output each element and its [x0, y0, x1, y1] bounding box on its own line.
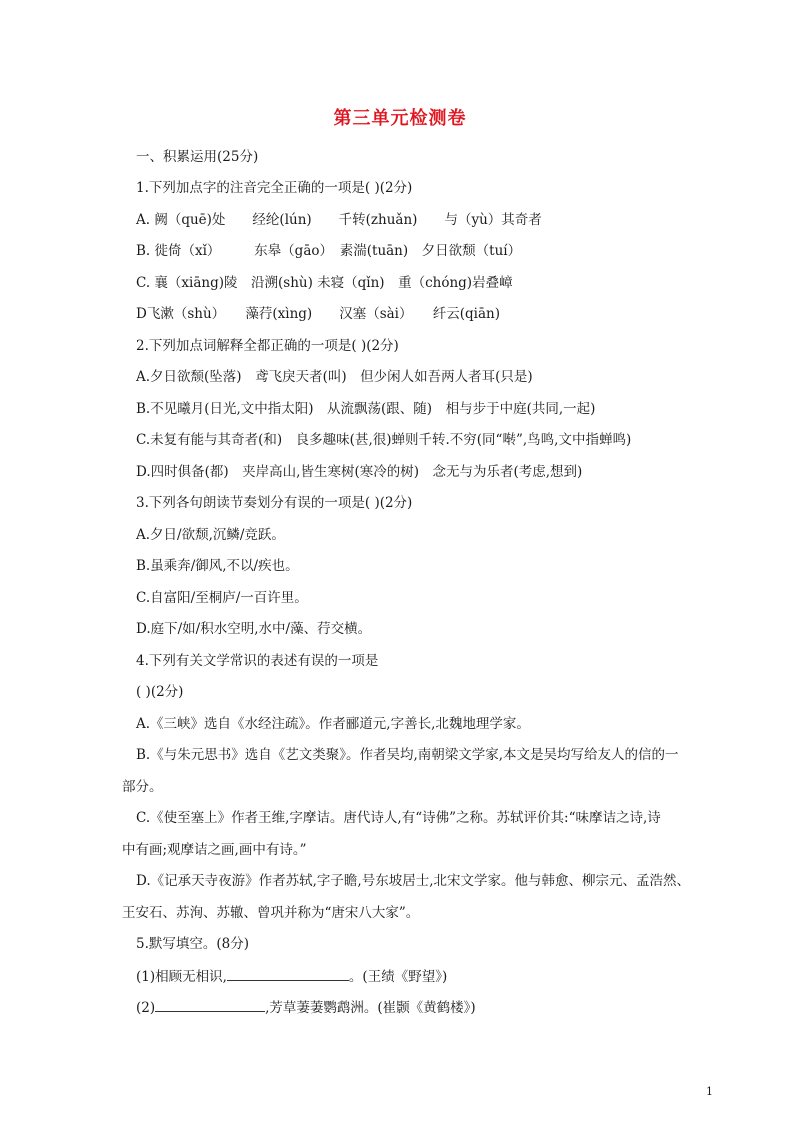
- page-number: 1: [706, 1085, 713, 1098]
- fill-blank-2-suffix: ,芳草萋萋鹦鹉洲。(崔颢《黄鹤楼》): [265, 1000, 476, 1016]
- question-1-option-a: A. 阙（quē)处 经纶(lún) 千转(zhuǎn) 与（yù）其奇者: [136, 212, 542, 228]
- question-4-option-d: D.《记承天寺夜游》作者苏轼,字子瞻,号东坡居士,北宋文学家。他与韩愈、柳宗元、孟浩然、: [136, 873, 691, 889]
- question-1-option-d: D飞漱（shù） 藻荇(xìng) 汉塞（sài） 纤云(qiān): [136, 306, 500, 322]
- fill-blank-2-prefix: (2): [136, 1000, 156, 1016]
- question-1-option-b: B. 徙倚（xǐ） 东皋（gāo） 素湍(tuān) 夕日欲颓（tuí）: [136, 243, 522, 259]
- fill-blank-2: [136, 997, 476, 1018]
- question-3: 3.下列各句朗读节奏划分有误的一项是( )(2分): [136, 495, 413, 511]
- question-3-option-a: A.夕日/欲颓,沉鳞/竞跃。: [136, 527, 285, 543]
- question-4-option-c-cont: 中有画;观摩诘之画,画中有诗。”: [122, 842, 307, 858]
- question-1: 1.下列加点字的注音完全正确的一项是( )(2分): [136, 180, 413, 196]
- fill-blank-1-suffix: 。(王绩《野望》): [348, 969, 448, 985]
- question-4-option-b: B.《与朱元思书》选自《艺文类聚》。作者吴均,南朝梁文学家,本文是吴均写给友人的信的一: [136, 747, 679, 763]
- question-2-option-b: B.不见曦月(日光,文中指太阳) 从流飘荡(跟、随) 相与步于中庭(共同,一起): [136, 401, 596, 417]
- fill-blank-1: [136, 966, 447, 987]
- question-3-option-c: C.自富阳/至桐庐/一百许里。: [136, 590, 308, 606]
- fill-blank-1-prefix: (1)相顾无相识,: [136, 969, 227, 985]
- question-2-option-d: D.四时俱备(都) 夹岸高山,皆生寒树(寒冷的树) 念无与为乐者(考虑,想到): [136, 464, 583, 480]
- question-5: 5.默写填空。(8分): [136, 936, 250, 952]
- question-3-option-d: D.庭下/如/积水空明,水中/藻、荇交横。: [136, 621, 372, 637]
- question-4-option-c: C.《使至塞上》作者王维,字摩诘。唐代诗人,有“诗佛”之称。苏轼评价其:“味摩诘之诗,诗: [136, 810, 661, 826]
- document-title: 第三单元检测卷: [333, 108, 467, 129]
- question-2: 2.下列加点词解释全都正确的一项是( )(2分): [136, 338, 399, 354]
- question-2-option-a: A.夕日欲颓(坠落) 鸢飞戾天者(叫) 但少闲人如吾两人者耳(只是): [136, 369, 533, 385]
- question-2-option-c: C.未复有能与其奇者(和) 良多趣味(甚,很)蝉则千转.不穷(同“啭”,鸟鸣,文中指蝉鸣): [136, 432, 632, 448]
- answer-blank-2[interactable]: [155, 997, 265, 1012]
- section-heading: 一、积累运用(25分): [136, 149, 259, 165]
- question-4-score: ( )(2分): [136, 684, 184, 700]
- question-4-option-b-cont: 部分。: [122, 779, 163, 795]
- question-4-option-d-cont: 王安石、苏洵、苏辙、曾巩并称为“唐宋八大家”。: [122, 905, 420, 921]
- question-3-option-b: B.虽乘奔/御风,不以/疾也。: [136, 558, 299, 574]
- question-1-option-c: C. 襄（xiāng)陵 沿溯(shù) 未寝（qǐn) 重（chóng)岩叠嶂: [136, 275, 513, 291]
- question-4: 4.下列有关文学常识的表述有误的一项是: [136, 653, 379, 669]
- question-4-option-a: A.《三峡》选自《水经注疏》。作者郦道元,字善长,北魏地理学家。: [136, 716, 530, 732]
- answer-blank-1[interactable]: [227, 966, 349, 981]
